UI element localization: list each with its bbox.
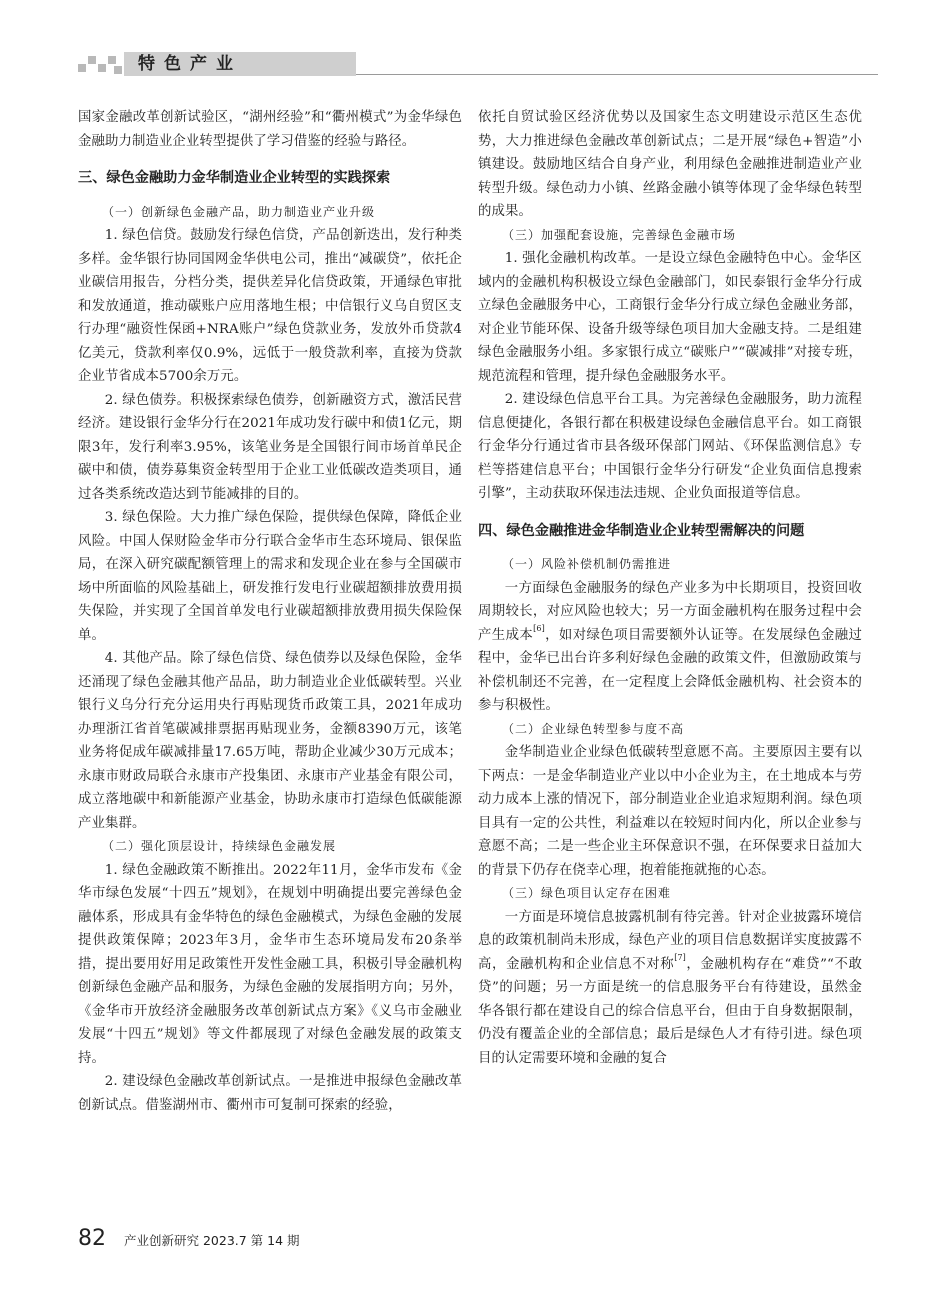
paragraph: 国家金融改革创新试验区，“湖州经验”和“衢州模式”为金华绿色金融助力制造业企业转型提供了学习借鉴的经验与路径。: [78, 110, 462, 149]
citation-ref: [6]: [533, 623, 545, 633]
paragraph-text: 一方面绿色金融服务的绿色产业多为中长期项目，投资回收周期较长，对应风险也较大；另一方面金融机构在服务过程中会产生成本: [478, 580, 862, 643]
paragraph: [478, 577, 862, 718]
header-decor-square: [78, 64, 86, 72]
paragraph: 1. 绿色金融政策不断推出。2022年11月，金华市发布《金华市绿色发展“十四五”规划》，在规划中明确提出要完善绿色金融体系，形成具有金华特色的绿色金融模式，为绿色金融的发展提供政策保障；2023年3月，金华市生态环境局发布20条举措，提出要用好用足政策性开发性金融工具，积极引导金融机构创新绿色金融产品和服务，为绿色金融的发展指明方向；另外，《金华市开放经济金融服务改革创新试点方案》《义乌市金融业发展“十四五”规划》等文件都展现了对绿色金融发展的政策支持。: [78, 862, 462, 1066]
page-header: [78, 52, 878, 76]
page-number: 82: [78, 1226, 106, 1251]
right-column: [478, 106, 862, 1070]
paragraph: 1. 强化金融机构改革。一是设立绿色金融特色中心。金华区域内的金融机构积极设立绿色金融部门，如民泰银行金华分行成立绿色金融服务中心，工商银行金华分行成立绿色金融业务部，对企业节能环保、设备升级等绿色项目加大金融支持。二是组建绿色金融服务小组。多家银行成立“碳账户”“碳减排”对接专班，规范流程和管理，提升绿色金融服务水平。: [478, 251, 862, 384]
paragraph: [478, 906, 862, 1071]
paragraph-text: ，金融机构存在“难贷”“不敢贷”的问题；另一方面是统一的信息服务平台有待建设，虽然金华各银行都在建设自己的综合信息平台，但由于自身数据限制，仍没有覆盖企业的全部信息；最后是绿色人才有待引进。绿色项目的认定需要环境和金融的复合: [478, 956, 863, 1066]
subsection-heading: （一）创新绿色金融产品，助力制造业产业升级: [102, 204, 376, 219]
subsection-heading: （二）企业绿色转型参与度不高: [502, 721, 685, 736]
citation-ref: [7]: [674, 952, 686, 962]
journal-info: 产业创新研究 2023.7 第 14 期: [124, 1233, 300, 1248]
paragraph: 2. 建设绿色信息平台工具。为完善绿色金融服务，助力流程信息便捷化，各银行都在积极建设绿色金融信息平台。如工商银行金华分行通过省市县各级环保部门网站、《环保监测信息》专栏等搭建信息平台；中国银行金华分行研发“企业负面信息搜索引擎”，主动获取环保违法违规、企业负面报道等信息。: [478, 392, 862, 501]
header-decor-square: [98, 64, 106, 72]
paragraph: 依托自贸试验区经济优势以及国家生态文明建设示范区生态优势，大力推进绿色金融改革创新试点；二是开展“绿色+智造”小镇建设。鼓励地区结合自身产业，利用绿色金融推进制造业产业转型升级。绿色动力小镇、丝路金融小镇等体现了金华绿色转型的成果。: [478, 110, 862, 219]
subsection-heading: （三）加强配套设施，完善绿色金融市场: [502, 227, 737, 242]
subsection-heading: （二）强化顶层设计，持续绿色金融发展: [102, 839, 337, 853]
subsection-heading: （三）绿色项目认定存在困难: [502, 886, 672, 900]
paragraph: 2. 绿色债券。积极探索绿色债券，创新融资方式，激活民营经济。建设银行金华分行在2021年成功发行碳中和债1亿元，期限3年，发行利率3.95%，该笔业务是全国银行间市场首单民企碳中和债，债券募集资金转型用于企业工业低碳改造类项目，通过各类系统改造达到节能减排的目的。: [78, 392, 462, 502]
paragraph: 3. 绿色保险。大力推广绿色保险，提供绿色保障，降低企业风险。中国人保财险金华市分行联合金华市生态环境局、银保监局，在深入研究碳配额管理上的需求和发现企业在参与全国碳市场中所面临的风险基础上，研发推行发电行业碳超额排放费用损失保险，并实现了全国首单发电行业碳超额排放费用损失保险保单。: [78, 510, 462, 643]
left-column: [78, 106, 462, 1117]
section-title: 特色产业: [138, 54, 242, 74]
header-rule: [356, 74, 878, 75]
paragraph: 2. 建设绿色金融改革创新试点。一是推进申报绿色金融改革创新试点。借鉴湖州市、衢州市可复制可探索的经验，: [78, 1074, 462, 1113]
section-heading: 三、绿色金融助力金华制造业企业转型的实践探索: [78, 170, 391, 186]
paragraph-text: 一方面是环境信息披露机制有待完善。针对企业披露环境信息的政策机制尚未形成，绿色产业的项目信息数据详实度披露不高，金融机构和企业信息不对称: [478, 909, 862, 972]
paragraph: 4. 其他产品。除了绿色信贷、绿色债券以及绿色保险，金华还涌现了绿色金融其他产品品，助力制造业企业低碳转型。兴业银行义乌分行充分运用央行再贴现货币政策工具，2021年成功办理浙江省首笔碳减排票据再贴现业务，金额8390万元，该笔业务将促成年碳减排量17.65万吨，帮助企业减少30万元成本；永康市财政局联合永康市产投集团、永康市产业基金有限公司，成立落地碳中和新能源产业基金，协助永康市打造绿色低碳能源产业集群。: [78, 651, 462, 831]
header-decor-square: [88, 56, 96, 64]
paragraph-text: ，如对绿色项目需要额外认证等。在发展绿色金融过程中，金华已出台许多利好绿色金融的政策文件，但激励政策与补偿机制还不完善，在一定程度上会降低金融机构、社会资本的参与积极性。: [478, 627, 862, 713]
paragraph: 1. 绿色信贷。鼓励发行绿色信贷，产品创新迭出，发行种类多样。金华银行协同国网金华供电公司，推出“减碳贷”，依托企业碳信用报告，分档分类，提供差异化信贷政策，开通绿色审批和发放通道，推动碳账户应用落地生根；中信银行义乌自贸区支行办理“融资性保函+NRA账户”绿色贷款业务，发放外币贷款4亿美元，贷款利率仅0.9%，远低于一般贷款利率，直接为贷款企业节省成本5700余万元。: [78, 228, 462, 384]
subsection-heading: （一）风险补偿机制仍需推进: [502, 557, 672, 571]
header-decor-square: [114, 66, 122, 74]
header-decor-square: [108, 56, 116, 64]
paragraph: 金华制造业企业绿色低碳转型意愿不高。主要原因主要有以下两点：一是金华制造业产业以中小企业为主，在土地成本与劳动力成本上涨的情况下，部分制造业企业追求短期利润。绿色项目具有一定的公共性，利益难以在较短时间内化，所以企业参与意愿不高；二是一些企业主环保意识不强，在环保要求日益加大的背景下仍存在侥幸心理，抱着能拖就拖的心态。: [478, 745, 862, 878]
section-heading: 四、绿色金融推进金华制造业企业转型需解决的问题: [478, 522, 805, 539]
